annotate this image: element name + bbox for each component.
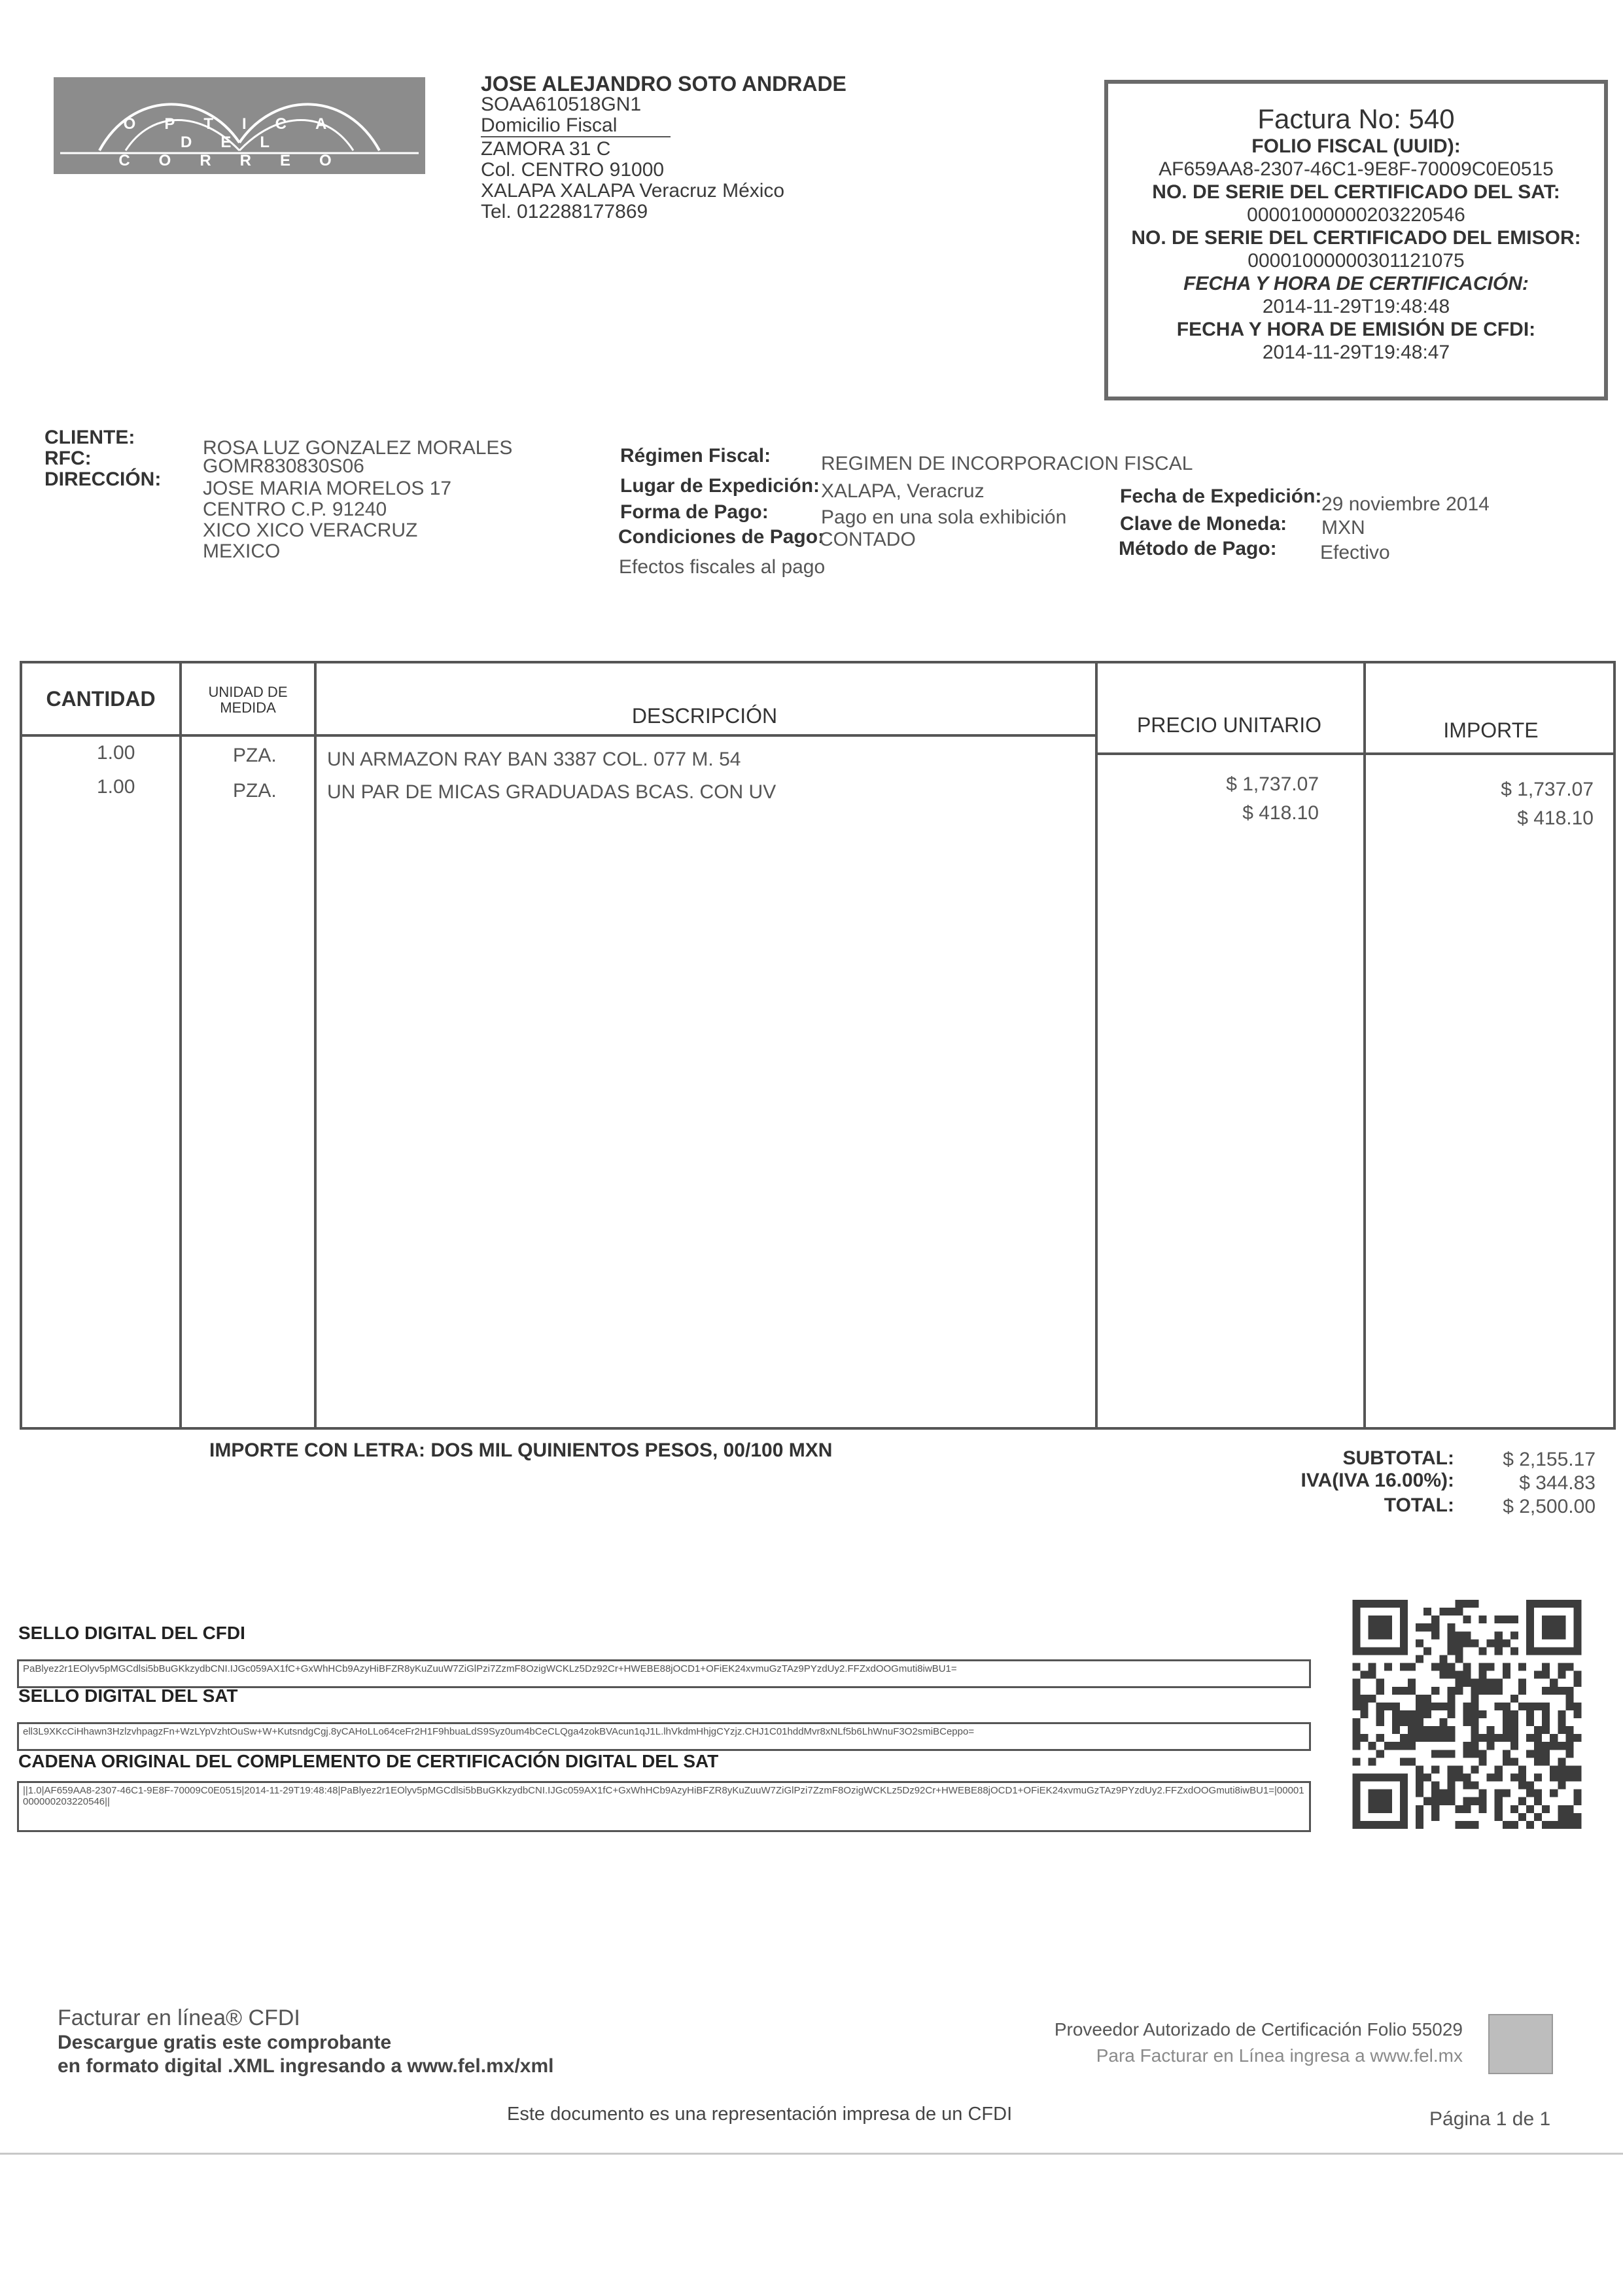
issuer-info: [481, 73, 846, 222]
cert-date-value: 2014-11-29T19:48:48: [1262, 296, 1450, 317]
subtotal-label: SUBTOTAL:: [1342, 1447, 1454, 1469]
sat-cert-value: 00001000000203220546: [1247, 204, 1465, 226]
issuer-name: JOSE ALEJANDRO SOTO ANDRADE: [481, 72, 846, 96]
footer-line1: Descargue gratis este comprobante: [58, 2032, 392, 2053]
sello-cfdi-box: PaBlyez2r1EOlyv5pMGCdlsi5bBuGKkzydbCNI.IJGc059AX1fC+GxWhHCb9AzyHiBFZR8yKuZuuW7ZiGlPzi7ZzmF8OzigWCKLz5Dz92Cr+HWEBE88jOCD1+OFiEK24xvmuGzTAz9PYzdUy2.FFZxdOOGmuti8iwBU1=: [17, 1659, 1311, 1688]
emisor-cert-value: 00001000000301121075: [1248, 250, 1465, 272]
client-label: CLIENTE:: [44, 427, 135, 448]
footer-left: [58, 2005, 553, 2078]
iva-value: $ 344.83: [1519, 1472, 1596, 1494]
footer-para: Para Facturar en Línea ingresa a www.fel.mx: [1096, 2045, 1463, 2066]
sello-sat-label: SELLO DIGITAL DEL SAT: [18, 1686, 238, 1706]
bottom-divider: [0, 2153, 1623, 2155]
client-address-label: DIRECCIÓN:: [44, 468, 162, 490]
row-descripcion: UN ARMAZON RAY BAN 3387 COL. 077 M. 54: [327, 749, 741, 770]
iva-label: IVA(IVA 16.00%):: [1300, 1470, 1454, 1491]
issuer-street: ZAMORA 31 C: [481, 138, 611, 160]
issuer-phone: Tel. 012288177869: [481, 201, 648, 222]
row-unidad: PZA.: [233, 745, 277, 766]
invoice-number: Factura No: 540: [1257, 103, 1455, 134]
emision-date-label: FECHA Y HORA DE EMISIÓN DE CFDI:: [1176, 319, 1536, 340]
row-importe: $ 418.10: [1517, 807, 1594, 829]
header-precio: PRECIO UNITARIO: [1136, 713, 1322, 737]
items-table: [20, 661, 1616, 1430]
forma-label: Forma de Pago:: [620, 501, 769, 523]
row-unidad: PZA.: [233, 780, 277, 802]
fecha-label: Fecha de Expedición:: [1120, 486, 1322, 507]
client-rfc: GOMR830830S06: [203, 455, 364, 477]
cadena-label: CADENA ORIGINAL DEL COMPLEMENTO DE CERTIFICACIÓN DIGITAL DEL SAT: [18, 1751, 719, 1771]
footer-proveedor: Proveedor Autorizado de Certificación Folio 55029: [1054, 2019, 1463, 2040]
uuid-value: AF659AA8-2307-46C1-9E8F-70009C0E0515: [1159, 158, 1554, 180]
metodo-label: Método de Pago:: [1119, 538, 1277, 559]
company-logo: [54, 77, 425, 174]
moneda-label: Clave de Moneda:: [1120, 513, 1287, 535]
client-address-line4: MEXICO: [203, 540, 281, 562]
client-name: ROSA LUZ GONZALEZ MORALES: [203, 437, 513, 459]
client-address-line1: JOSE MARIA MORELOS 17: [203, 478, 452, 499]
issuer-colonia: Col. CENTRO 91000: [481, 159, 665, 181]
row-cantidad: 1.00: [97, 776, 135, 798]
efectos-fiscales: Efectos fiscales al pago: [619, 556, 826, 578]
importe-letra: IMPORTE CON LETRA: DOS MIL QUINIENTOS PESOS, 00/100 MXN: [209, 1439, 833, 1461]
subtotal-value: $ 2,155.17: [1503, 1449, 1596, 1470]
lugar-value: XALAPA, Veracruz: [821, 480, 985, 502]
row-cantidad: 1.00: [97, 742, 135, 764]
client-address-line3: XICO XICO VERACRUZ: [203, 520, 418, 541]
row-descripcion: UN PAR DE MICAS GRADUADAS BCAS. CON UV: [327, 781, 777, 803]
client-rfc-label: RFC:: [44, 448, 92, 469]
total-label: TOTAL:: [1384, 1494, 1454, 1516]
certification-stamp-icon: [1488, 2014, 1553, 2074]
moneda-value: MXN: [1321, 517, 1365, 539]
row-precio: $ 1,737.07: [1226, 773, 1319, 795]
header-cantidad: CANTIDAD: [46, 687, 156, 711]
cert-date-label: FECHA Y HORA DE CERTIFICACIÓN:: [1183, 273, 1529, 294]
regimen-value: REGIMEN DE INCORPORACION FISCAL: [821, 453, 1193, 474]
folio-box: [1104, 80, 1608, 400]
qr-code-icon: [1348, 1600, 1586, 1829]
lugar-label: Lugar de Expedición:: [620, 475, 820, 497]
header-importe: IMPORTE: [1443, 718, 1539, 742]
condiciones-value: CONTADO: [819, 529, 916, 550]
header-descripcion: DESCRIPCIÓN: [631, 704, 778, 728]
footer-brand: Facturar en línea® CFDI: [58, 2005, 300, 2030]
uuid-label: FOLIO FISCAL (UUID):: [1251, 135, 1461, 157]
condiciones-label: Condiciones de Pago:: [618, 526, 825, 548]
logo-text: OPTICA DEL CORREO: [118, 115, 360, 169]
page-number: Página 1 de 1: [1429, 2108, 1551, 2130]
footer-representacion: Este documento es una representación impresa de un CFDI: [507, 2104, 1013, 2125]
footer-right: [1055, 2017, 1463, 2069]
metodo-value: Efectivo: [1320, 542, 1390, 563]
fecha-value: 29 noviembre 2014: [1321, 493, 1490, 515]
footer-line2: en formato digital .XML ingresando a www.fel.mx/xml: [58, 2055, 554, 2077]
issuer-rfc: SOAA610518GN1: [481, 94, 642, 115]
row-precio: $ 418.10: [1242, 802, 1319, 824]
cadena-box: ||1.0|AF659AA8-2307-46C1-9E8F-70009C0E0515|2014-11-29T19:48:48|PaBlyez2r1EOlyv5pMGCdlsi5bBuGKkzydbCNI.IJGc059AX1fC+GxWhHCb9AzyHiBFZR8yKuZuuW7ZiGlPzi7ZzmF8OzigWCKLz5Dz92Cr+HWEBE88jOCD1+OFiEK24xvmuGzTAz9PYzdUy2.FFZxdOOGmuti8iwBU1=|00001000000203220546||: [17, 1781, 1311, 1832]
qr-code: [1348, 1600, 1586, 1829]
forma-value: Pago en una sola exhibición: [821, 506, 1067, 528]
regimen-label: Régimen Fiscal:: [620, 445, 771, 467]
row-importe: $ 1,737.07: [1501, 779, 1594, 800]
total-value: $ 2,500.00: [1503, 1496, 1596, 1517]
header-unidad: UNIDAD DE MEDIDA: [208, 684, 288, 716]
sat-cert-label: NO. DE SERIE DEL CERTIFICADO DEL SAT:: [1152, 181, 1560, 203]
issuer-domicilio-label: Domicilio Fiscal: [481, 115, 671, 137]
sello-cfdi-label: SELLO DIGITAL DEL CFDI: [18, 1623, 245, 1643]
issuer-city: XALAPA XALAPA Veracruz México: [481, 180, 785, 202]
client-address-line2: CENTRO C.P. 91240: [203, 499, 387, 520]
sello-sat-box: ell3L9XKcCiHhawn3HzlzvhpagzFn+WzLYpVzhtOuSw+W+KutsndgCgj.8yCAHoLLo64ceFr2H1F9hbuaLdS9Syz0um4bCeCLQga4zokBVAcun1qJ1L.lhVkdmHhjgCYzjz.CHJ1C01hddMvr8xNLf5b6LhWnuF3O2smiBCeppo=: [17, 1722, 1311, 1751]
emisor-cert-label: NO. DE SERIE DEL CERTIFICADO DEL EMISOR:: [1131, 227, 1581, 249]
emision-date-value: 2014-11-29T19:48:47: [1262, 342, 1450, 363]
